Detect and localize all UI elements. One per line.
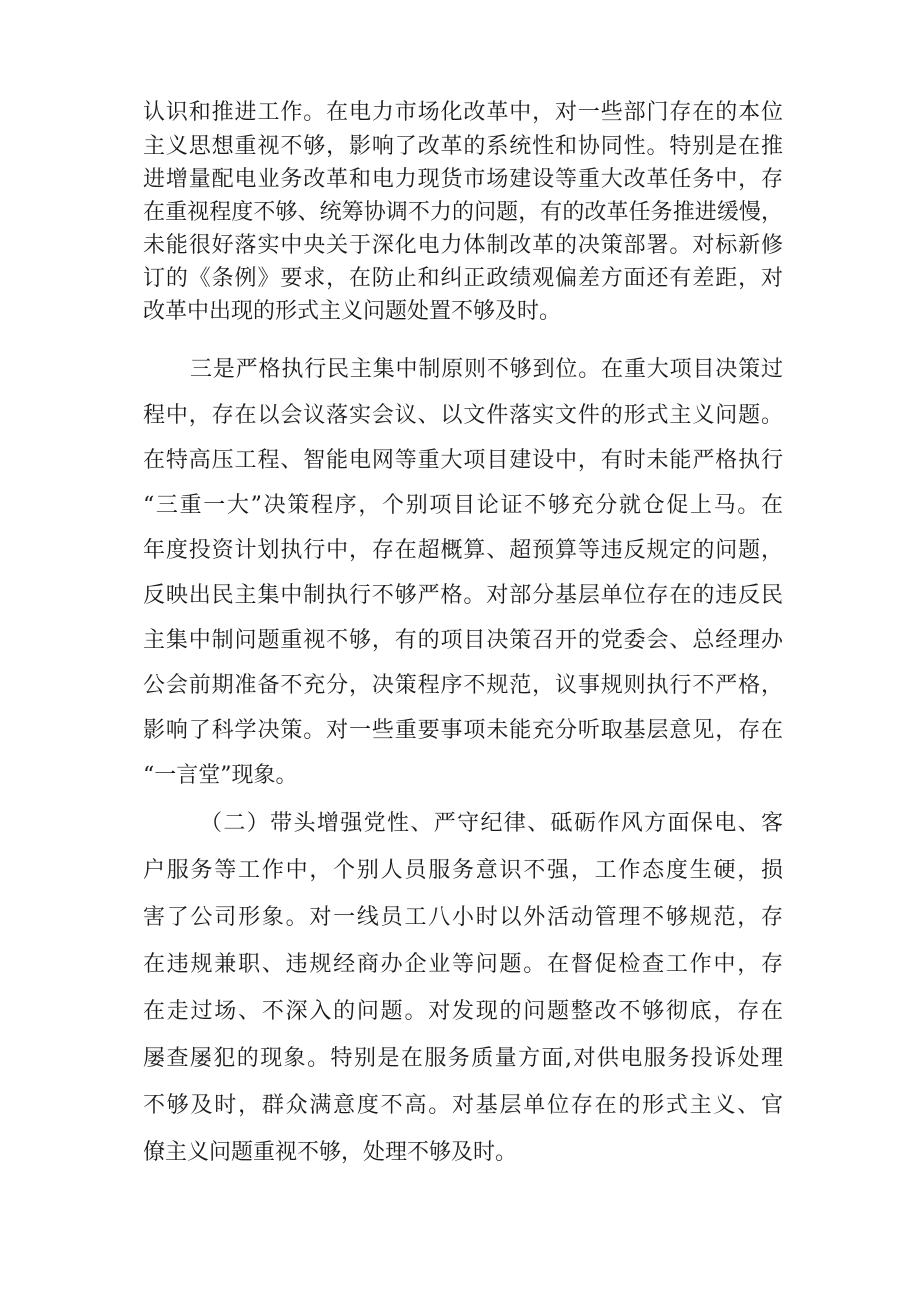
paragraph-3-line-7: 不够及时，群众满意度不高。对基层单位存在的形式主义、官: [143, 1093, 783, 1118]
paragraph-2-line-6: 反映出民主集中制执行不够严格。对部分基层单位存在的违反民: [143, 583, 783, 608]
paragraph-1-line-4: 在重视程度不够、统筹协调不力的问题，有的改革任务推进缓慢，: [143, 200, 783, 225]
paragraph-3-line-2: 户服务等工作中，个别人员服务意识不强，工作态度生硬，损: [143, 858, 783, 883]
paragraph-1-line-6: 订的《条例》要求，在防止和纠正政绩观偏差方面还有差距，对: [143, 266, 783, 291]
paragraph-2-line-9: 影响了科学决策。对一些重要事项未能充分听取基层意见，存在: [143, 718, 783, 743]
paragraph-1-line-3: 进增量配电业务改革和电力现货市场建设等重大改革任务中，存: [143, 167, 783, 192]
paragraph-1-line-7: 改革中出现的形式主义问题处置不够及时。: [143, 299, 562, 324]
paragraph-2-line-10: “一言堂”现象。: [143, 763, 298, 788]
paragraph-2-line-4: “三重一大”决策程序，个别项目论证不够充分就仓促上马。在: [143, 493, 783, 518]
paragraph-3-line-8: 僚主义问题重视不够，处理不够及时。: [143, 1140, 518, 1165]
paragraph-2-line-7: 主集中制问题重视不够，有的项目决策召开的党委会、总经理办: [143, 628, 783, 653]
paragraph-3-line-5: 在走过场、不深入的问题。对发现的问题整改不够彻底，存在: [143, 999, 783, 1024]
paragraph-3-line-1: （二）带头增强党性、严守纪律、砥砺作风方面保电、客: [200, 811, 783, 836]
paragraph-1-line-5: 未能很好落实中央关于深化电力体制改革的决策部署。对标新修: [143, 233, 783, 258]
paragraph-2-line-3: 在特高压工程、智能电网等重大项目建设中，有时未能严格执行: [143, 448, 783, 473]
paragraph-2-line-8: 公会前期准备不充分，决策程序不规范，议事规则执行不严格，: [143, 673, 783, 698]
paragraph-2-line-2: 程中，存在以会议落实会议、以文件落实文件的形式主义问题。: [143, 403, 783, 428]
paragraph-3-line-4: 在违规兼职、违规经商办企业等问题。在督促检查工作中，存: [143, 952, 783, 977]
paragraph-2-line-5: 年度投资计划执行中，存在超概算、超预算等违反规定的问题，: [143, 538, 783, 563]
paragraph-3-line-3: 害了公司形象。对一线员工八小时以外活动管理不够规范，存: [143, 905, 783, 930]
paragraph-1-line-2: 主义思想重视不够，影响了改革的系统性和协同性。特别是在推: [143, 134, 783, 159]
paragraph-2-line-1: 三是严格执行民主集中制原则不够到位。在重大项目决策过: [190, 357, 783, 382]
paragraph-3-line-6: 屡查屡犯的现象。特别是在服务质量方面,对供电服务投诉处理: [143, 1046, 783, 1071]
paragraph-1-line-1: 认识和推进工作。在电力市场化改革中，对一些部门存在的本位: [143, 100, 783, 125]
